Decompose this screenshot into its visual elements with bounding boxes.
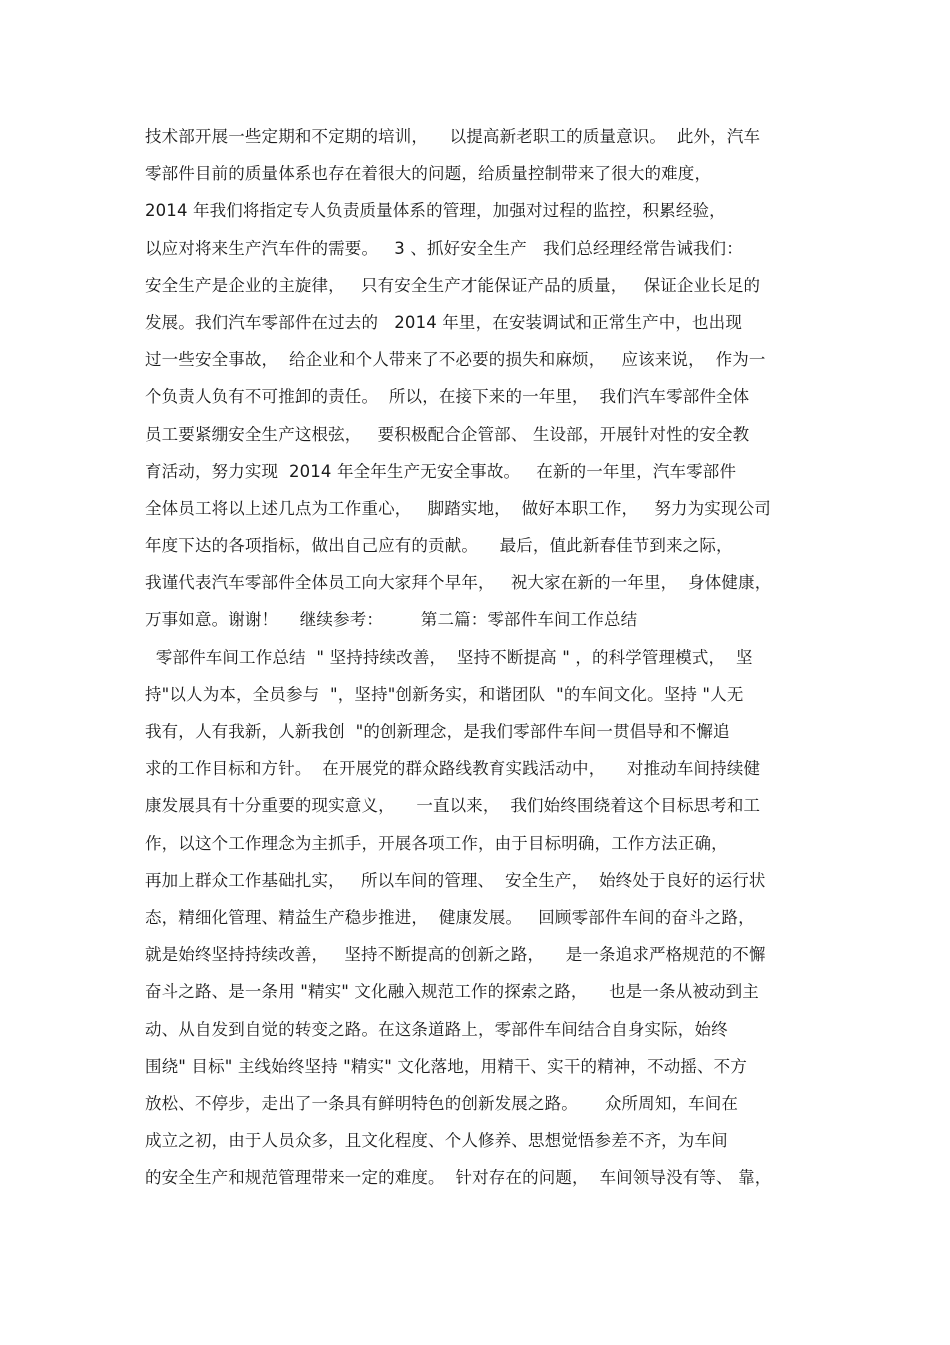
text-line: 再加上群众工作基础扎实， 所以车间的管理、 安全生产， 始终处于良好的运行状 <box>145 870 766 890</box>
text-line: 员工要紧绷安全生产这根弦， 要积极配合企管部、 生设部，开展针对性的安全教 <box>145 424 750 444</box>
text-line: 以应对将来生产汽车件的需要。 3 、抓好安全生产 我们总经理经常告诫我们： <box>145 238 743 258</box>
text-line: 年度下达的各项指标，做出自己应有的贡献。 最后，值此新春佳节到来之际， <box>145 536 733 556</box>
text-line: 康发展具有十分重要的现实意义， 一直以来， 我们始终围绕着这个目标思考和工 <box>145 796 761 816</box>
text-line: 我谨代表汽车零部件全体员工向大家拜个早年， 祝大家在新的一年里， 身体健康， <box>145 573 772 593</box>
text-line: 零部件车间工作总结 " 坚持持续改善， 坚持不断提高 " ，的科学管理模式， 坚 <box>145 647 753 667</box>
text-line: 态，精细化管理、精益生产稳步推进， 健康发展。 回顾零部件车间的奋斗之路， <box>145 907 755 927</box>
text-line: 持"以人为本，全员参与 "，坚持"创新务实，和谐团队 "的车间文化。坚持 "人无 <box>145 684 744 704</box>
text-line: 全体员工将以上述几点为工作重心， 脚踏实地， 做好本职工作， 努力为实现公司 <box>145 498 771 518</box>
text-line: 奋斗之路、是一条用 "精实" 文化融入规范工作的探索之路， 也是一条从被动到主 <box>145 982 759 1002</box>
text-line: 的安全生产和规范管理带来一定的难度。 针对存在的问题， 车间领导没有等、 靠， <box>145 1168 772 1188</box>
text-line: 求的工作目标和方针。 在开展党的群众路线教育实践活动中， 对推动车间持续健 <box>145 759 761 779</box>
text-line: 2014 年我们将指定专人负责质量体系的管理，加强对过程的监控，积累经验， <box>145 201 726 221</box>
text-line: 作，以这个工作理念为主抓手，开展各项工作，由于目标明确，工作方法正确， <box>145 833 728 853</box>
text-line: 围绕" 目标" 主线始终坚持 "精实" 文化落地，用精干、实干的精神，不动摇、不方 <box>145 1056 747 1076</box>
text-line: 技术部开展一些定期和不定期的培训， 以提高新老职工的质量意识。 此外，汽车 <box>145 127 761 146</box>
text-line: 我有，人有我新，人新我创 "的创新理念，是我们零部件车间一贯倡导和不懈追 <box>145 722 730 741</box>
text-line: 万事如意。谢谢！ 继续参考： 第二篇：零部件车间工作总结 <box>145 610 638 630</box>
text-line: 发展。我们汽车零部件在过去的 2014 年里，在安装调试和正常生产中，也出现 <box>145 312 742 332</box>
text-line: 过一些安全事故， 给企业和个人带来了不必要的损失和麻烦， 应该来说， 作为一 <box>145 350 766 370</box>
text-line: 育活动，努力实现 2014 年全年生产无安全事故。 在新的一年里，汽车零部件 <box>145 461 737 481</box>
text-line: 动、从自发到自觉的转变之路。在这条道路上，零部件车间结合自身实际，始终 <box>145 1019 728 1039</box>
text-line: 就是始终坚持持续改善， 坚持不断提高的创新之路， 是一条追求严格规范的不懈 <box>145 945 766 965</box>
text-line: 成立之初，由于人员众多，且文化程度、个人修养、思想觉悟参差不齐，为车间 <box>145 1131 728 1151</box>
body-text <box>145 118 810 1196</box>
text-line: 个负责人负有不可推卸的责任。 所以，在接下来的一年里， 我们汽车零部件全体 <box>145 387 750 407</box>
text-line: 安全生产是企业的主旋律， 只有安全生产才能保证产品的质量， 保证企业长足的 <box>145 275 761 295</box>
text-line: 零部件目前的质量体系也存在着很大的问题，给质量控制带来了很大的难度， <box>145 164 712 184</box>
text-line: 放松、不停步，走出了一条具有鲜明特色的创新发展之路。 众所周知，车间在 <box>145 1093 739 1113</box>
